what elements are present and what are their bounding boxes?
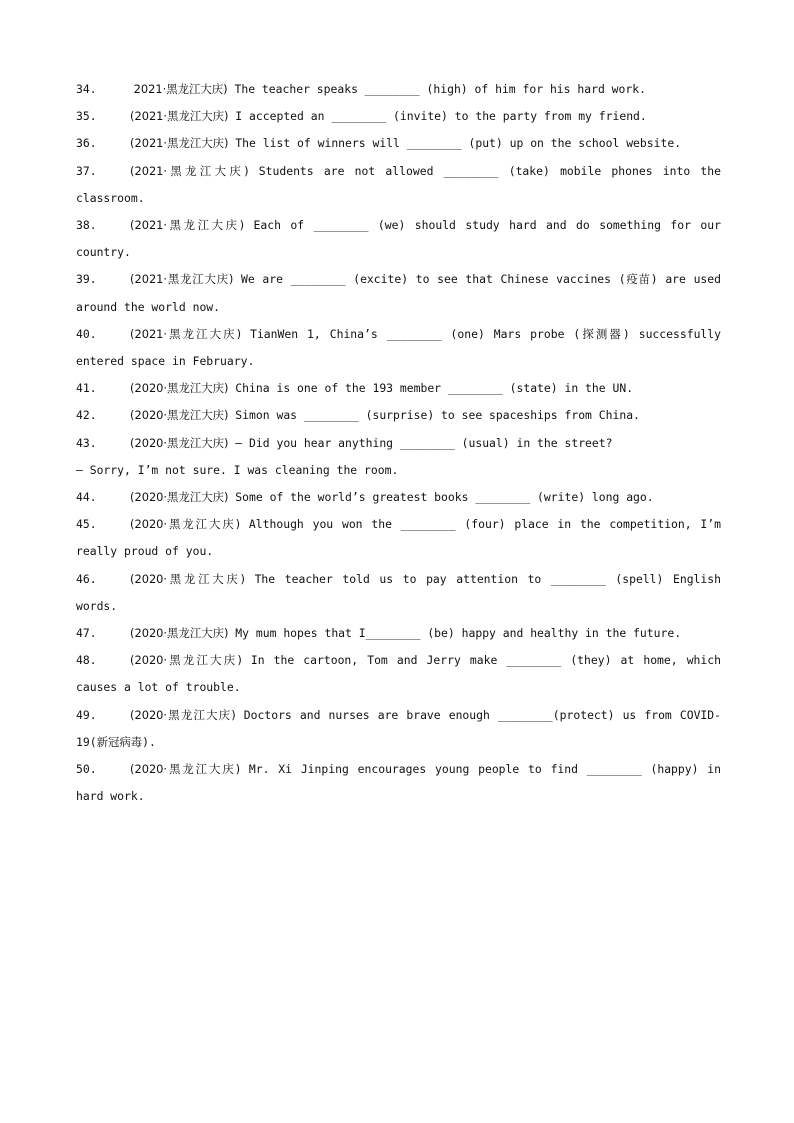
question-text: Each of ________ (we) should study hard and do something for our country. [76, 218, 721, 260]
question-number: 39. [76, 272, 97, 287]
worksheet-page [76, 76, 721, 810]
question-number: 43. [76, 435, 97, 450]
question-number: 45. [76, 517, 97, 532]
question-text: The teacher told us to pay attention to ________ (spell) English words. [76, 571, 721, 613]
question-source: (2020·黑龙江大庆) [130, 626, 229, 641]
question-text: The list of winners will ________ (put) up on the school website. [228, 136, 682, 151]
question-source: 2021·黑龙江大庆) [130, 82, 228, 96]
question-37 [76, 158, 721, 212]
question-source: (2021·黑龙江大庆) [130, 272, 234, 287]
question-text: Some of the world’s greatest books ________ (write) long ago. [228, 490, 654, 505]
question-text: TianWen 1, China’s ________ (one) Mars probe (探测器) successfully entered space in February. [76, 326, 722, 369]
question-47 [76, 620, 721, 647]
question-text: I accepted an ________ (invite) to the party from my friend. [228, 109, 647, 124]
question-number: 44. [76, 490, 97, 505]
question-number: 46. [76, 571, 97, 586]
question-source: (2021·黑龙江大庆) [130, 136, 229, 151]
question-34 [76, 76, 721, 103]
question-text: My mum hopes that I________ (be) happy and healthy in the future. [228, 626, 682, 641]
question-source: (2021·黑龙江大庆) [130, 163, 249, 178]
question-text: Simon was ________ (surprise) to see spaceships from China. [228, 408, 640, 423]
question-number: 50. [76, 762, 97, 777]
question-number: 40. [76, 326, 97, 341]
question-source: (2020·黑龙江大庆) [130, 653, 242, 668]
question-source: (2020·黑龙江大庆) [130, 490, 229, 505]
question-text: Mr. Xi Jinping encourages young people to find ________ (happy) in hard work. [76, 762, 721, 804]
question-text: Doctors and nurses are brave enough ________(protect) us from COVID-19(新冠病毒). [76, 707, 722, 749]
question-source: (2020·黑龙江大庆) [130, 762, 241, 777]
question-number: 35. [76, 109, 97, 124]
question-source: (2021·黑龙江大庆) [130, 326, 242, 341]
question-source: (2020·黑龙江大庆) [130, 571, 245, 586]
question-43 [76, 430, 721, 457]
question-text: Students are not allowed ________ (take) mobile phones into the classroom. [76, 163, 721, 205]
question-46 [76, 566, 721, 620]
question-text: Although you won the ________ (four) place in the competition, I’m really proud of you. [76, 517, 721, 559]
question-source: (2020·黑龙江大庆) [130, 381, 229, 396]
question-42 [76, 402, 721, 429]
question-text: China is one of the 193 member ________ (state) in the UN. [228, 381, 634, 396]
question-38 [76, 212, 721, 266]
question-source: (2021·黑龙江大庆) [130, 109, 229, 124]
question-number: 47. [76, 626, 97, 641]
question-source: (2020·黑龙江大庆) [130, 435, 229, 450]
question-number: 42. [76, 408, 97, 423]
question-source: (2020·黑龙江大庆) [130, 517, 241, 532]
question-35 [76, 103, 721, 130]
question-48 [76, 647, 721, 701]
question-number: 49. [76, 707, 97, 722]
question-text: — Did you hear anything ________ (usual) in the street? [228, 435, 613, 450]
question-number: 36. [76, 136, 97, 151]
question-text: In the cartoon, Tom and Jerry make ________ (they) at home, which causes a lot of trouble. [76, 653, 721, 695]
question-number: 38. [76, 218, 97, 233]
question-number: 41. [76, 381, 97, 396]
question-36 [76, 130, 721, 157]
question-text: We are ________ (excite) to see that Chinese vaccines (疫苗) are used around the world now. [76, 272, 721, 314]
question-41 [76, 375, 721, 402]
question-number: 37. [76, 163, 97, 178]
question-number: 48. [76, 653, 97, 668]
question-source: (2020·黑龙江大庆) [130, 408, 229, 423]
question-39 [76, 266, 721, 320]
question-50 [76, 756, 721, 810]
question-40 [76, 321, 721, 375]
question-49 [76, 702, 721, 756]
question-source: (2020·黑龙江大庆) [130, 707, 236, 722]
question-source: (2021·黑龙江大庆) [130, 218, 245, 233]
question-44 [76, 484, 721, 511]
question-43-reply: — Sorry, I’m not sure. I was cleaning the room. [76, 462, 399, 477]
question-number: 34. [76, 82, 97, 96]
question-45 [76, 511, 721, 565]
question-text: The teacher speaks ________ (high) of him for his hard work. [227, 82, 646, 96]
